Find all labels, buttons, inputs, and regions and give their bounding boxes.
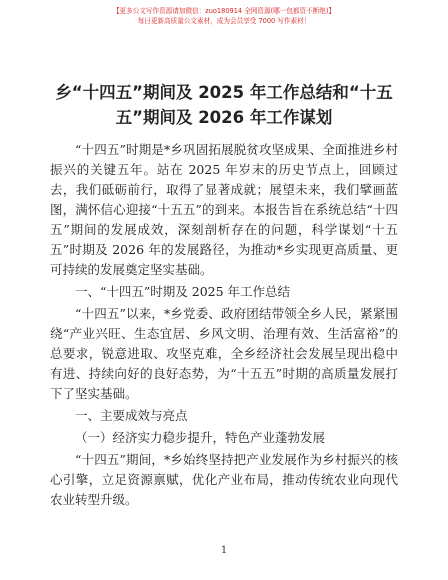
promo-banner bbox=[0, 6, 448, 26]
sub-1-heading: （一）经济实力稳步提升，特色产业蓬勃发展 bbox=[75, 430, 326, 445]
sub-1-paragraph: “十四五”期间，*乡始终坚持把产业发展作为乡村振兴的核心引擎，立足资源禀赋，优化产业布局，推动传统农业向现代农业转型升级。 bbox=[50, 452, 398, 507]
page-number: 1 bbox=[220, 545, 228, 556]
subsection-heading: 一、主要成效与亮点 bbox=[75, 408, 188, 423]
document-body bbox=[50, 140, 398, 510]
section-1-paragraph: “十四五”以来，*乡党委、政府团结带领全乡人民，紧紧围绕“产业兴旺、生态宜居、乡风文明、治理有效、生活富裕”的总要求，锐意进取、攻坚克难，全乡经济社会发展呈现出稳中有进、持续向好的良好态势，为“十五五”时期的高质量发展打下了坚实基础。 bbox=[50, 306, 398, 401]
section-heading-1: 一、“十四五”时期及 2025 年工作总结 bbox=[75, 284, 291, 299]
intro-paragraph: “十四五”时期是*乡巩固拓展脱贫攻坚成果、全面推进乡村振兴的关键五年。站在 2025 年岁末的历史节点上，回顾过去，我们砥砺前行，取得了显著成就；展望未来，我们擘画蓝图，满怀信心迎接“十五五”的到来。本报告旨在系统总结“十四五”期间的发展成效，深刻剖析存在的问题，科学谋划“十五五”时期及 2026 年的发展路径，为推动*乡实现更高质量、更可持续的发展奠定坚实基础。 bbox=[50, 142, 398, 277]
promo-line-2: 每日更新高质量公文素材，成为会员享受 7000 写作素材！ bbox=[137, 17, 311, 25]
promo-line-1: 【更多公文写作资源请加微信：zuo180914 全网资源(哪一包都资不断绝)】 bbox=[112, 7, 336, 15]
document-title: 乡“十四五”期间及 2025 年工作总结和“十五五”期间及 2026 年工作谋划 bbox=[55, 83, 393, 127]
